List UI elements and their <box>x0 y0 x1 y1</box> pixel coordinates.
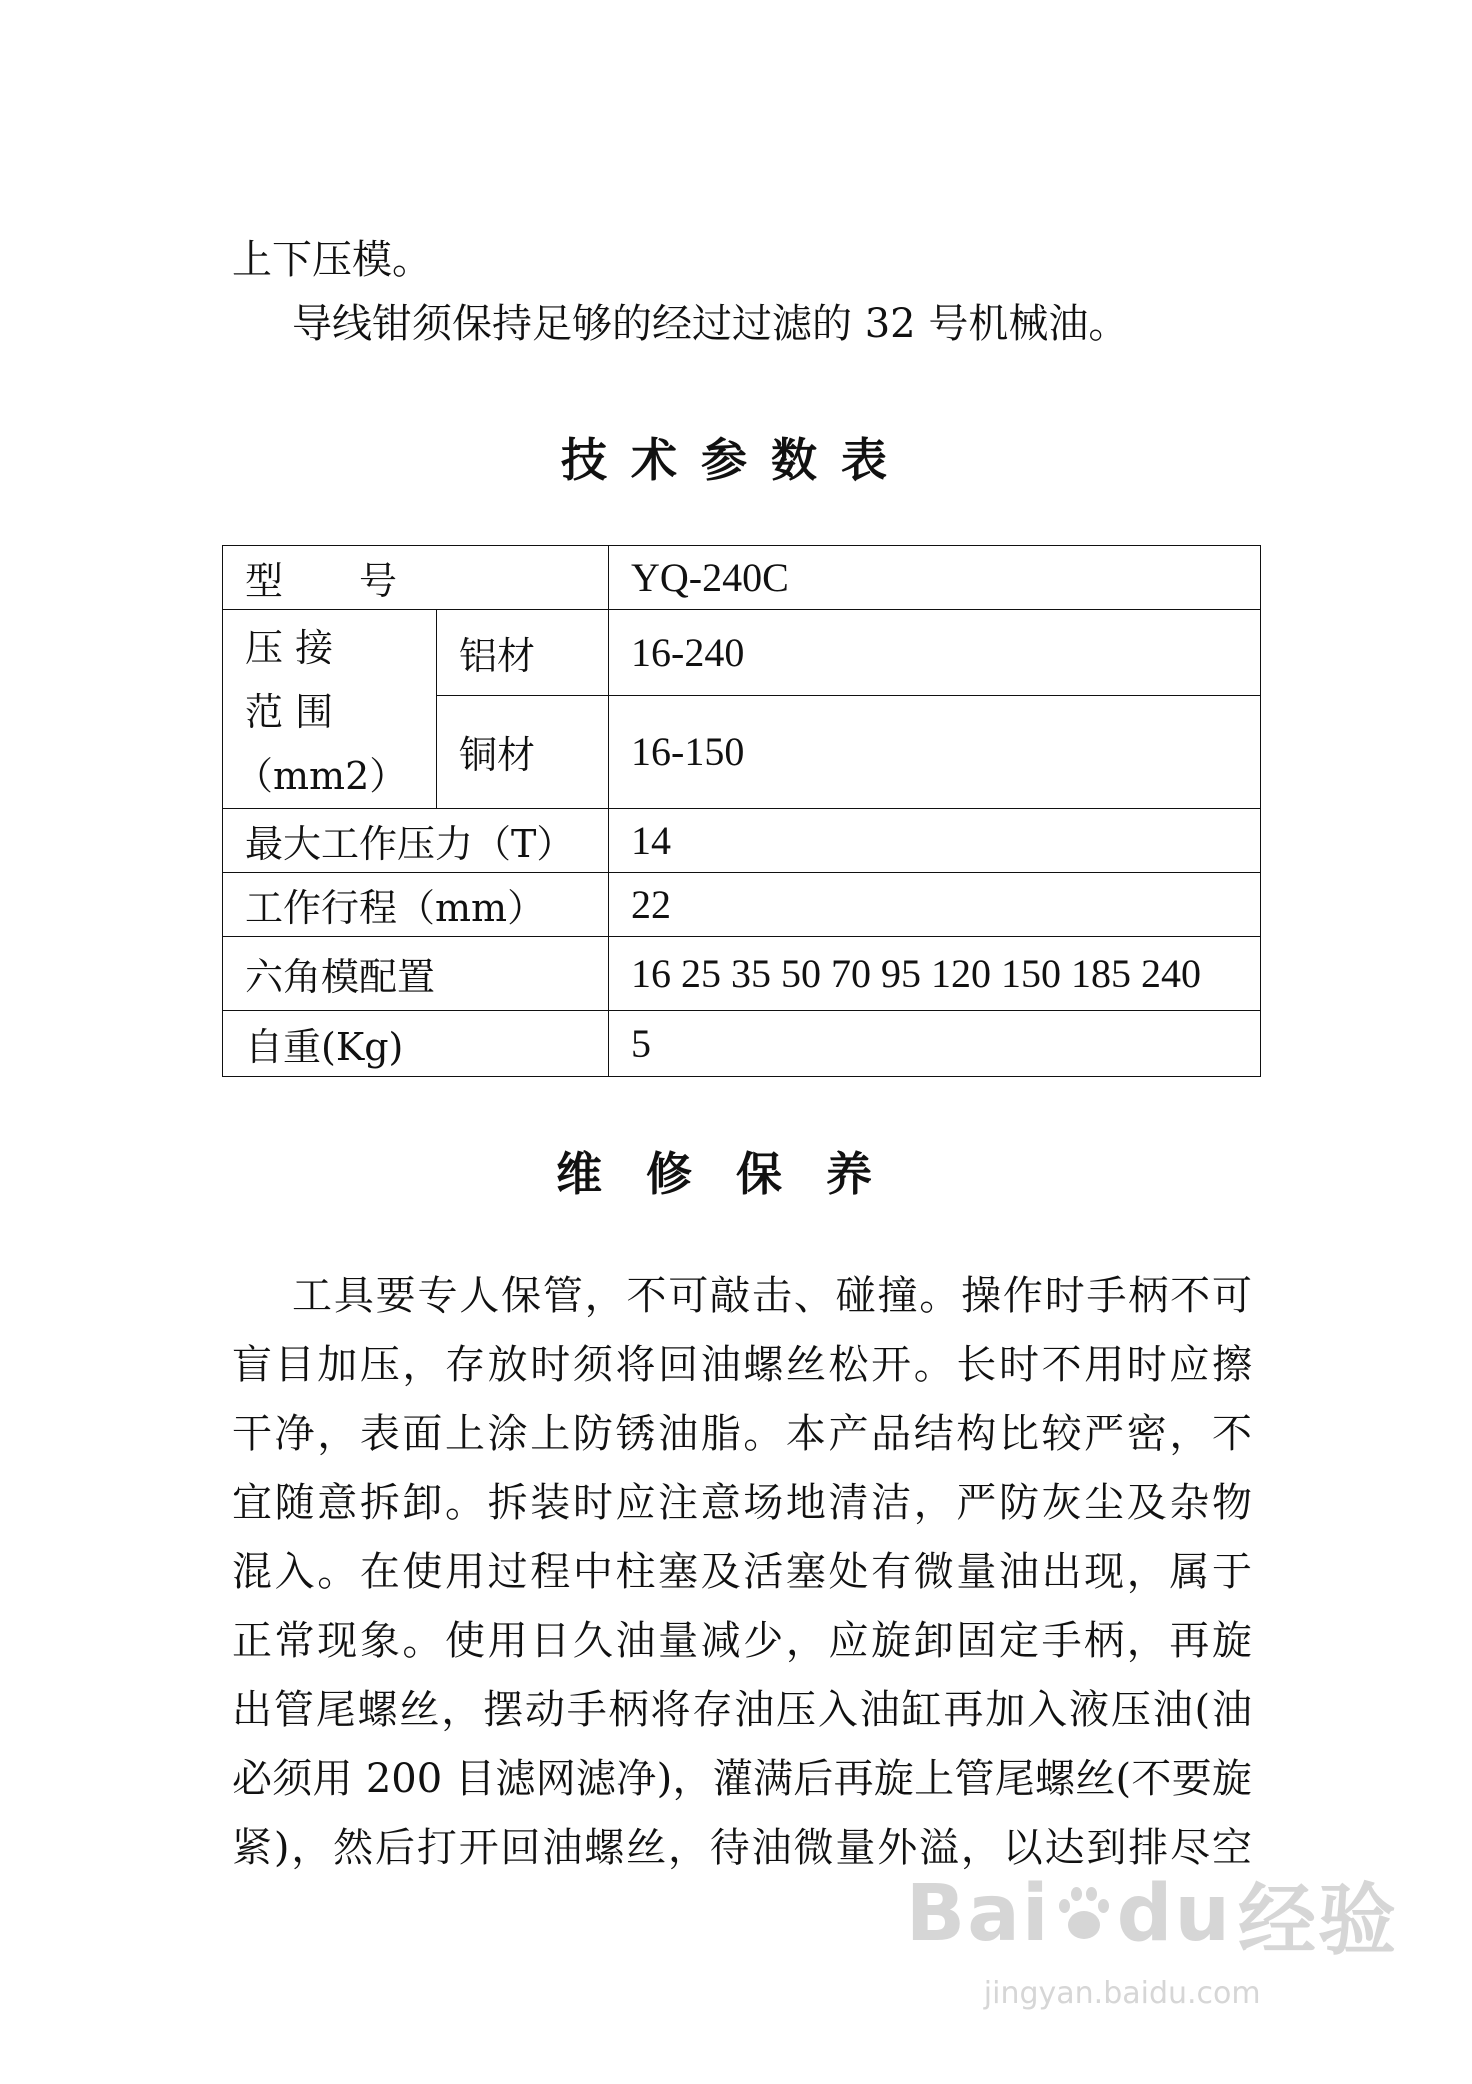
spec-table <box>222 545 1261 1077</box>
brand-cn: 经验 <box>1237 1876 1398 1966</box>
table-row <box>223 809 1261 873</box>
paragraph-line: 宜随意拆卸。拆装时应注意场地清洁，严防灰尘及杂物 <box>232 1480 1252 1526</box>
copper-label: 铜材 <box>437 695 609 808</box>
copper-value: 16-150 <box>609 695 1261 808</box>
intro-line-1: 上下压模。 <box>232 237 432 283</box>
weight-label: 自重(Kg) <box>223 1011 609 1077</box>
table-row <box>223 937 1261 1011</box>
spec-table-title: 技术参数表 <box>561 433 911 487</box>
hex-die-value: 16 25 35 50 70 95 120 150 185 240 <box>609 937 1261 1011</box>
table-row <box>223 546 1261 610</box>
brand-left: Bai <box>905 1869 1051 1959</box>
crimp-range-label <box>223 610 437 809</box>
table-row <box>223 1011 1261 1077</box>
stroke-value: 22 <box>609 873 1261 937</box>
paragraph-line: 混入。在使用过程中柱塞及活塞处有微量油出现，属于 <box>232 1549 1252 1595</box>
paragraph-line: 工具要专人保管，不可敲击、碰撞。操作时手柄不可 <box>292 1273 1252 1319</box>
paragraph-line: 紧)，然后打开回油螺丝，待油微量外溢，以达到排尽空 <box>232 1825 1252 1871</box>
max-pressure-value: 14 <box>609 809 1261 873</box>
brand-right: du <box>1116 1869 1232 1959</box>
table-row <box>223 610 1261 696</box>
maintenance-title: 维修保养 <box>556 1147 916 1201</box>
baidu-watermark <box>906 1858 1398 2011</box>
paragraph-line: 正常现象。使用日久油量减少，应旋卸固定手柄，再旋 <box>232 1618 1252 1664</box>
stroke-label: 工作行程（mm） <box>223 873 609 937</box>
paw-icon <box>1055 1885 1113 1943</box>
aluminum-value: 16-240 <box>609 610 1261 696</box>
model-value: YQ-240C <box>609 546 1261 610</box>
max-pressure-label: 最大工作压力（T） <box>223 809 609 873</box>
crimp-range-label-1: 压 接 <box>245 626 334 670</box>
table-row <box>223 873 1261 937</box>
paragraph-line: 干净，表面上涂上防锈油脂。本产品结构比较严密，不 <box>232 1411 1252 1457</box>
intro-line-2: 导线钳须保持足够的经过过滤的 32 号机械油。 <box>292 301 1129 347</box>
paragraph-line: 必须用 200 目滤网滤净)，灌满后再旋上管尾螺丝(不要旋 <box>232 1756 1252 1802</box>
watermark-url: jingyan.baidu.com <box>983 1976 1261 2011</box>
aluminum-label: 铝材 <box>437 610 609 696</box>
baidu-logo <box>906 1858 1398 1970</box>
weight-value: 5 <box>609 1011 1261 1077</box>
model-label: 型 号 <box>223 546 609 610</box>
crimp-range-label-2: 范 围 <box>245 690 334 734</box>
paragraph-line: 出管尾螺丝，摆动手柄将存油压入油缸再加入液压油(油 <box>232 1687 1252 1733</box>
crimp-range-label-3: （mm2） <box>235 754 408 798</box>
hex-die-label: 六角模配置 <box>223 937 609 1011</box>
maintenance-paragraph <box>232 1262 1252 1883</box>
paragraph-line: 盲目加压，存放时须将回油螺丝松开。长时不用时应擦 <box>232 1342 1252 1388</box>
